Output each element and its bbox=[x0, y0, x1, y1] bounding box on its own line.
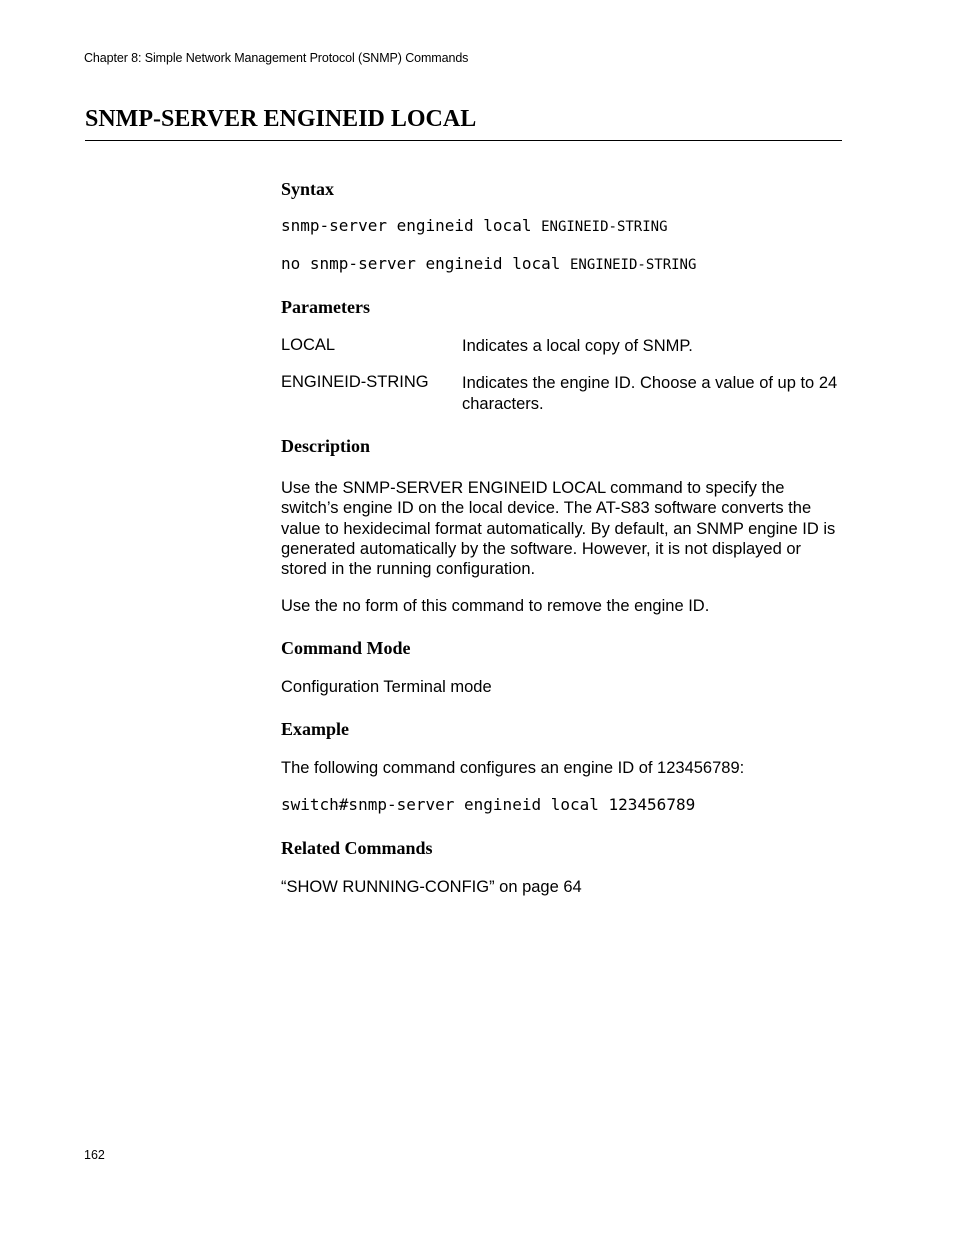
description-paragraph-1: Use the SNMP-SERVER ENGINEID LOCAL command to specify the switch’s engine ID on the local device. The AT-S83 software converts the value to hexidecimal format automatically. By default, an SNMP engine ID is generated automatically by the software. However, it is not displayed or stored in the running configuration. bbox=[281, 479, 836, 579]
example-text: The following command configures an engine ID of 123456789: bbox=[281, 759, 745, 777]
param-name-local: LOCAL bbox=[281, 336, 336, 354]
param-desc-engineid-string: Indicates the engine ID. Choose a value of up to 24 characters. bbox=[462, 374, 838, 413]
syntax-line-2 bbox=[281, 254, 696, 273]
syntax-no-argument: ENGINEID-STRING bbox=[569, 257, 697, 273]
page-title: SNMP-SERVER ENGINEID LOCAL bbox=[85, 106, 477, 132]
page-number: 162 bbox=[84, 1148, 105, 1162]
param-name-engineid-string: ENGINEID-STRING bbox=[281, 373, 429, 391]
related-commands-heading: Related Commands bbox=[281, 838, 433, 858]
syntax-line-1 bbox=[281, 216, 668, 235]
description-heading: Description bbox=[281, 436, 370, 456]
example-code: switch#snmp-server engineid local 123456789 bbox=[281, 795, 696, 814]
related-command-link[interactable]: “SHOW RUNNING-CONFIG” on page 64 bbox=[281, 878, 582, 896]
syntax-argument: ENGINEID-STRING bbox=[541, 219, 668, 235]
example-heading: Example bbox=[281, 719, 350, 739]
title-rule bbox=[85, 140, 842, 141]
syntax-command: snmp-server engineid local bbox=[281, 216, 542, 235]
running-header: Chapter 8: Simple Network Management Protocol (SNMP) Commands bbox=[84, 51, 469, 65]
param-desc-local: Indicates a local copy of SNMP. bbox=[462, 337, 693, 355]
syntax-heading: Syntax bbox=[281, 179, 335, 199]
syntax-no-command: no snmp-server engineid local bbox=[281, 254, 570, 273]
command-mode-heading: Command Mode bbox=[281, 638, 411, 658]
description-paragraph-2: Use the no form of this command to remove the engine ID. bbox=[281, 597, 710, 615]
command-mode-text: Configuration Terminal mode bbox=[281, 678, 492, 696]
parameters-heading: Parameters bbox=[281, 297, 370, 317]
